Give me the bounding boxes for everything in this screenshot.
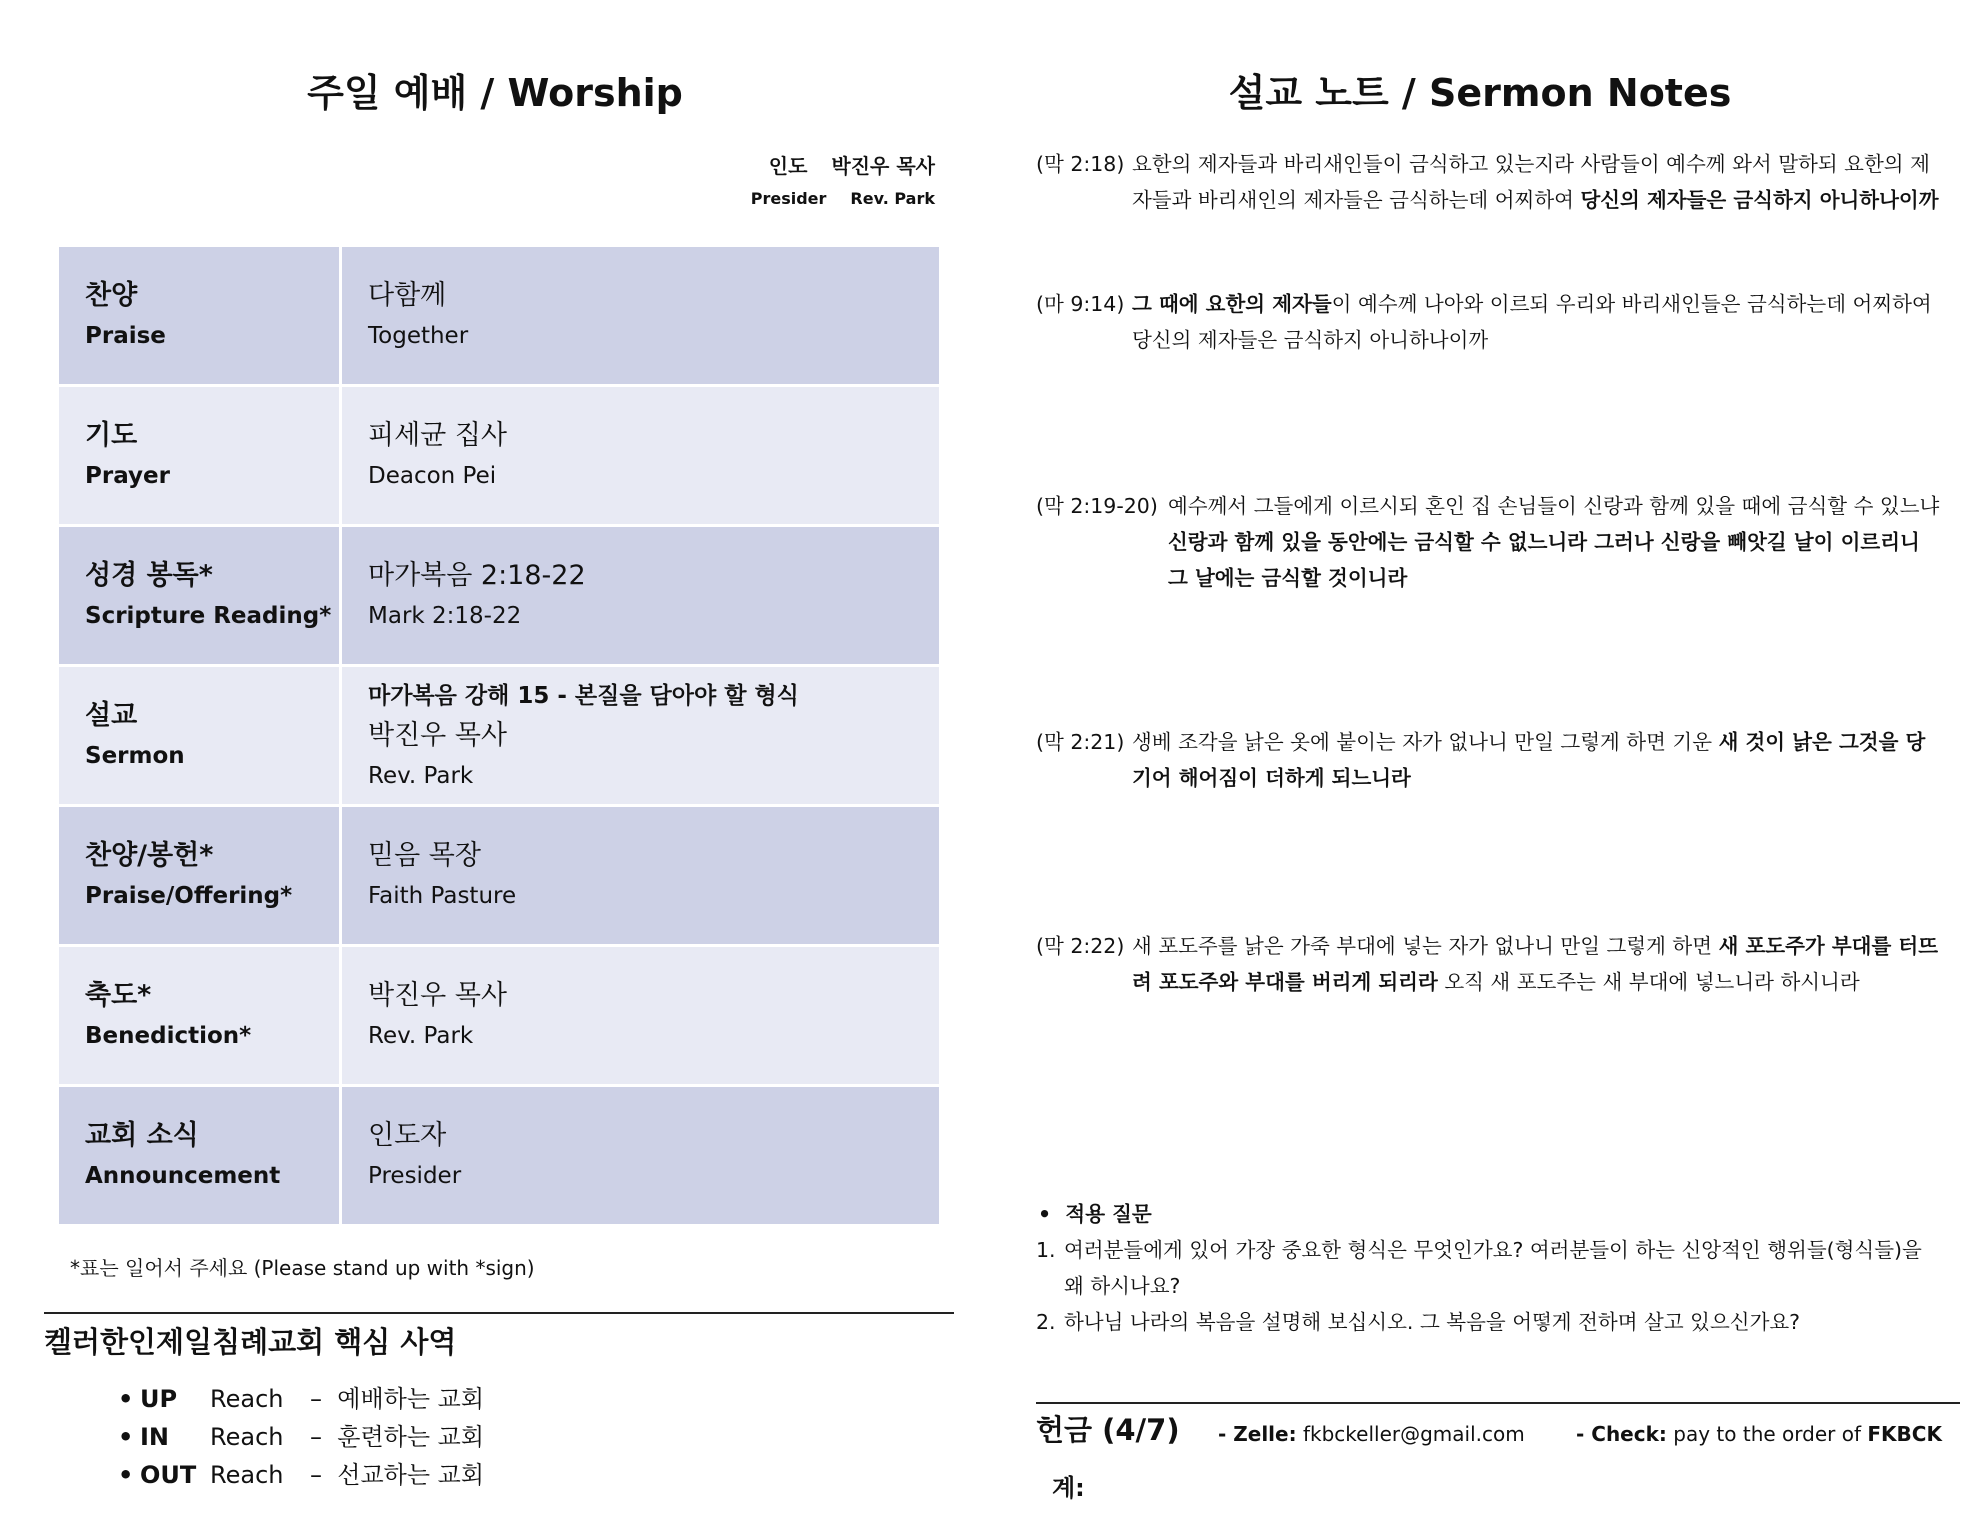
divider: [44, 1312, 954, 1314]
ministry-reach: Reach: [210, 1423, 284, 1451]
order-item-ko: 찬양: [85, 279, 138, 311]
check-payee: FKBCK: [1867, 1422, 1942, 1446]
table-row: [58, 246, 941, 386]
verse-bold: 신랑과 함께 있을 동안에는 금식할 수 없느니라 그러나 신랑을 빼앗길 날이 이르리니 그 날에는 금식할 것이니라: [1168, 530, 1920, 590]
verse-after: 이 예수께 나아와 이르되 우리와 바리새인들은 금식하는데 어찌하여 당신의 제자들은 금식하지 아니하나이까: [1132, 292, 1932, 352]
order-detail-ko: 다함께: [368, 279, 447, 311]
order-item-ko: 교회 소식: [85, 1119, 199, 1151]
order-item-en: Scripture Reading*: [85, 602, 332, 629]
order-item-ko: 찬양/봉헌*: [85, 839, 214, 871]
verse-bold: 새 것이 낡은 그것을 당기어 해어짐이 더하게 되느니라: [1132, 730, 1926, 790]
order-detail-en: Faith Pasture: [368, 882, 517, 909]
check-info: [1576, 1422, 1942, 1446]
order-item-cell: [58, 1086, 341, 1226]
bullet-icon: •: [1038, 1202, 1052, 1226]
presider-info: [751, 150, 935, 208]
sermon-notes-title: 설교 노트 / Sermon Notes: [1228, 71, 1732, 115]
question-number: 2.: [1036, 1310, 1056, 1334]
worship-order-table: [56, 244, 942, 1227]
table-row: [58, 386, 941, 526]
check-value: pay to the order of: [1673, 1422, 1868, 1446]
worship-title: 주일 예배 / Worship: [307, 71, 683, 115]
verse-ref: (막 2:18): [1036, 152, 1125, 176]
application-heading-row: [1036, 1196, 1940, 1232]
verse-text: [1036, 146, 1940, 218]
verse-plain: 새 포도주를 낡은 가죽 부대에 넣는 자가 없나니 만일 그렇게 하면: [1132, 934, 1719, 958]
verse-ref: (막 2:19-20): [1036, 494, 1158, 518]
ministry-desc: 선교하는 교회: [337, 1461, 484, 1489]
ministry-key: IN: [140, 1423, 170, 1451]
table-row: [58, 666, 941, 806]
order-detail-ko: 박진우 목사: [368, 979, 507, 1011]
check-label: - Check:: [1576, 1422, 1667, 1446]
order-detail-en: Presider: [368, 1162, 462, 1189]
bullet-icon: •: [118, 1423, 134, 1451]
order-item-ko: 축도*: [85, 979, 152, 1011]
order-item-cell: [58, 386, 341, 526]
verse-ref: (마 9:14): [1036, 292, 1125, 316]
order-item-cell: [58, 666, 341, 806]
order-item-en: Announcement: [85, 1162, 281, 1189]
question-number: 1.: [1036, 1238, 1056, 1262]
zelle-label: - Zelle:: [1218, 1422, 1297, 1446]
ministry-list: [118, 1380, 484, 1494]
order-detail-en: Deacon Pei: [368, 462, 497, 489]
order-item-ko: 성경 봉독*: [85, 559, 213, 591]
question-text: 여러분들에게 있어 가장 중요한 형식은 무엇인가요? 여러분들이 하는 신앙적인 행위들(형식들)을 왜 하시나요?: [1064, 1238, 1922, 1298]
ministry-desc: 예배하는 교회: [337, 1385, 484, 1413]
application-questions: [1036, 1196, 1940, 1340]
verse-block: [1036, 488, 1940, 596]
list-item: [1036, 1304, 1940, 1340]
ministry-desc: 훈련하는 교회: [337, 1423, 484, 1451]
table-row: [58, 946, 941, 1086]
ministry-title: 켈러한인제일침례교회 핵심 사역: [44, 1325, 457, 1359]
table-row: [58, 1086, 941, 1226]
ministry-dash: –: [310, 1385, 322, 1413]
order-detail-cell: [341, 806, 941, 946]
verse-text: [1036, 286, 1940, 358]
order-item-cell: [58, 806, 341, 946]
bullet-icon: •: [118, 1461, 134, 1489]
zelle-info: [1218, 1422, 1525, 1446]
application-heading: 적용 질문: [1065, 1202, 1152, 1226]
verse-text: [1036, 488, 1940, 596]
ministry-reach: Reach: [210, 1461, 284, 1489]
list-item: [1036, 1232, 1940, 1304]
ministry-reach: Reach: [210, 1385, 284, 1413]
verse-text: [1036, 928, 1940, 1000]
order-detail-ko: 박진우 목사: [368, 719, 507, 751]
sermon-title: 마가복음 강해 15 - 본질을 담아야 할 형식: [368, 682, 799, 709]
verse-block: [1036, 928, 1940, 1000]
verse-plain: 생베 조각을 낡은 옷에 붙이는 자가 없나니 만일 그렇게 하면 기운: [1132, 730, 1719, 754]
order-item-ko: 기도: [85, 419, 138, 451]
verse-block: [1036, 724, 1940, 796]
order-item-en: Sermon: [85, 742, 185, 769]
verse-ref: (막 2:21): [1036, 730, 1125, 754]
order-detail-cell: [341, 526, 941, 666]
verse-ref: (막 2:22): [1036, 934, 1125, 958]
presider-label-ko: 인도: [768, 154, 808, 178]
verse-after: 오직 새 포도주는 새 부대에 넣느니라 하시니라: [1437, 970, 1860, 994]
zelle-value: fkbckeller@gmail.com: [1302, 1422, 1525, 1446]
list-item: [118, 1418, 484, 1456]
order-detail-ko: 인도자: [368, 1119, 447, 1151]
verse-plain: 예수께서 그들에게 이르시되 혼인 집 손님들이 신랑과 함께 있을 때에 금식할 수 있느냐: [1168, 494, 1940, 518]
order-detail-ko: 마가복음 2:18-22: [368, 559, 586, 591]
order-item-en: Benediction*: [85, 1022, 252, 1049]
presider-name-ko: 박진우 목사: [831, 154, 935, 178]
list-item: [118, 1380, 484, 1418]
verse-block: [1036, 286, 1940, 358]
order-detail-en: Rev. Park: [368, 762, 474, 789]
order-detail-cell: [341, 386, 941, 526]
offering-title-row: [1036, 1408, 1180, 1449]
order-detail-cell: [341, 1086, 941, 1226]
table-row: [58, 526, 941, 666]
order-item-en: Prayer: [85, 462, 170, 489]
order-detail-en: Mark 2:18-22: [368, 602, 522, 629]
presider-label-en: Presider: [750, 189, 827, 208]
order-item-ko: 설교: [85, 699, 138, 731]
order-detail-ko: 피세균 집사: [368, 419, 507, 451]
divider: [1036, 1402, 1960, 1404]
verse-bold: 새 포도주가 부대를 터뜨려 포도주와 부대를 버리게 되리라: [1132, 934, 1939, 994]
order-detail-cell: [341, 946, 941, 1086]
ministry-key: UP: [140, 1385, 178, 1413]
verse-bold: 당신의 제자들은 금식하지 아니하나이까: [1580, 188, 1939, 212]
ministry-key: OUT: [140, 1461, 197, 1489]
verse-block: [1036, 146, 1940, 218]
order-item-en: Praise/Offering*: [85, 882, 293, 909]
list-item: [118, 1456, 484, 1494]
order-detail-en: Together: [368, 322, 469, 349]
order-detail-cell: [341, 246, 941, 386]
verse-text: [1036, 724, 1940, 796]
verse-plain: 요한의 제자들과 바리새인들이 금식하고 있는지라 사람들이 예수께 와서 말하되 요한의 제자들과 바리새인의 제자들은 금식하는데 어찌하여: [1132, 152, 1930, 212]
stand-note: *표는 일어서 주세요 (Please stand up with *sign): [70, 1256, 535, 1280]
offering-total-label: 계:: [1052, 1474, 1085, 1502]
question-text: 하나님 나라의 복음을 설명해 보십시오. 그 복음을 어떻게 전하며 살고 있으신가요?: [1064, 1310, 1801, 1334]
order-detail-ko: 믿음 목장: [368, 839, 481, 871]
order-detail-en: Rev. Park: [368, 1022, 474, 1049]
order-item-cell: [58, 246, 341, 386]
verse-bold: 그 때에 요한의 제자들: [1132, 292, 1332, 316]
offering-title: 헌금 (4/7): [1036, 1413, 1180, 1447]
order-detail-cell: [341, 666, 941, 806]
order-item-en: Praise: [85, 322, 166, 349]
order-item-cell: [58, 946, 341, 1086]
order-item-cell: [58, 526, 341, 666]
presider-name-en: Rev. Park: [850, 189, 935, 208]
ministry-dash: –: [310, 1461, 322, 1489]
bullet-icon: •: [118, 1385, 134, 1413]
table-row: [58, 806, 941, 946]
ministry-dash: –: [310, 1423, 322, 1451]
